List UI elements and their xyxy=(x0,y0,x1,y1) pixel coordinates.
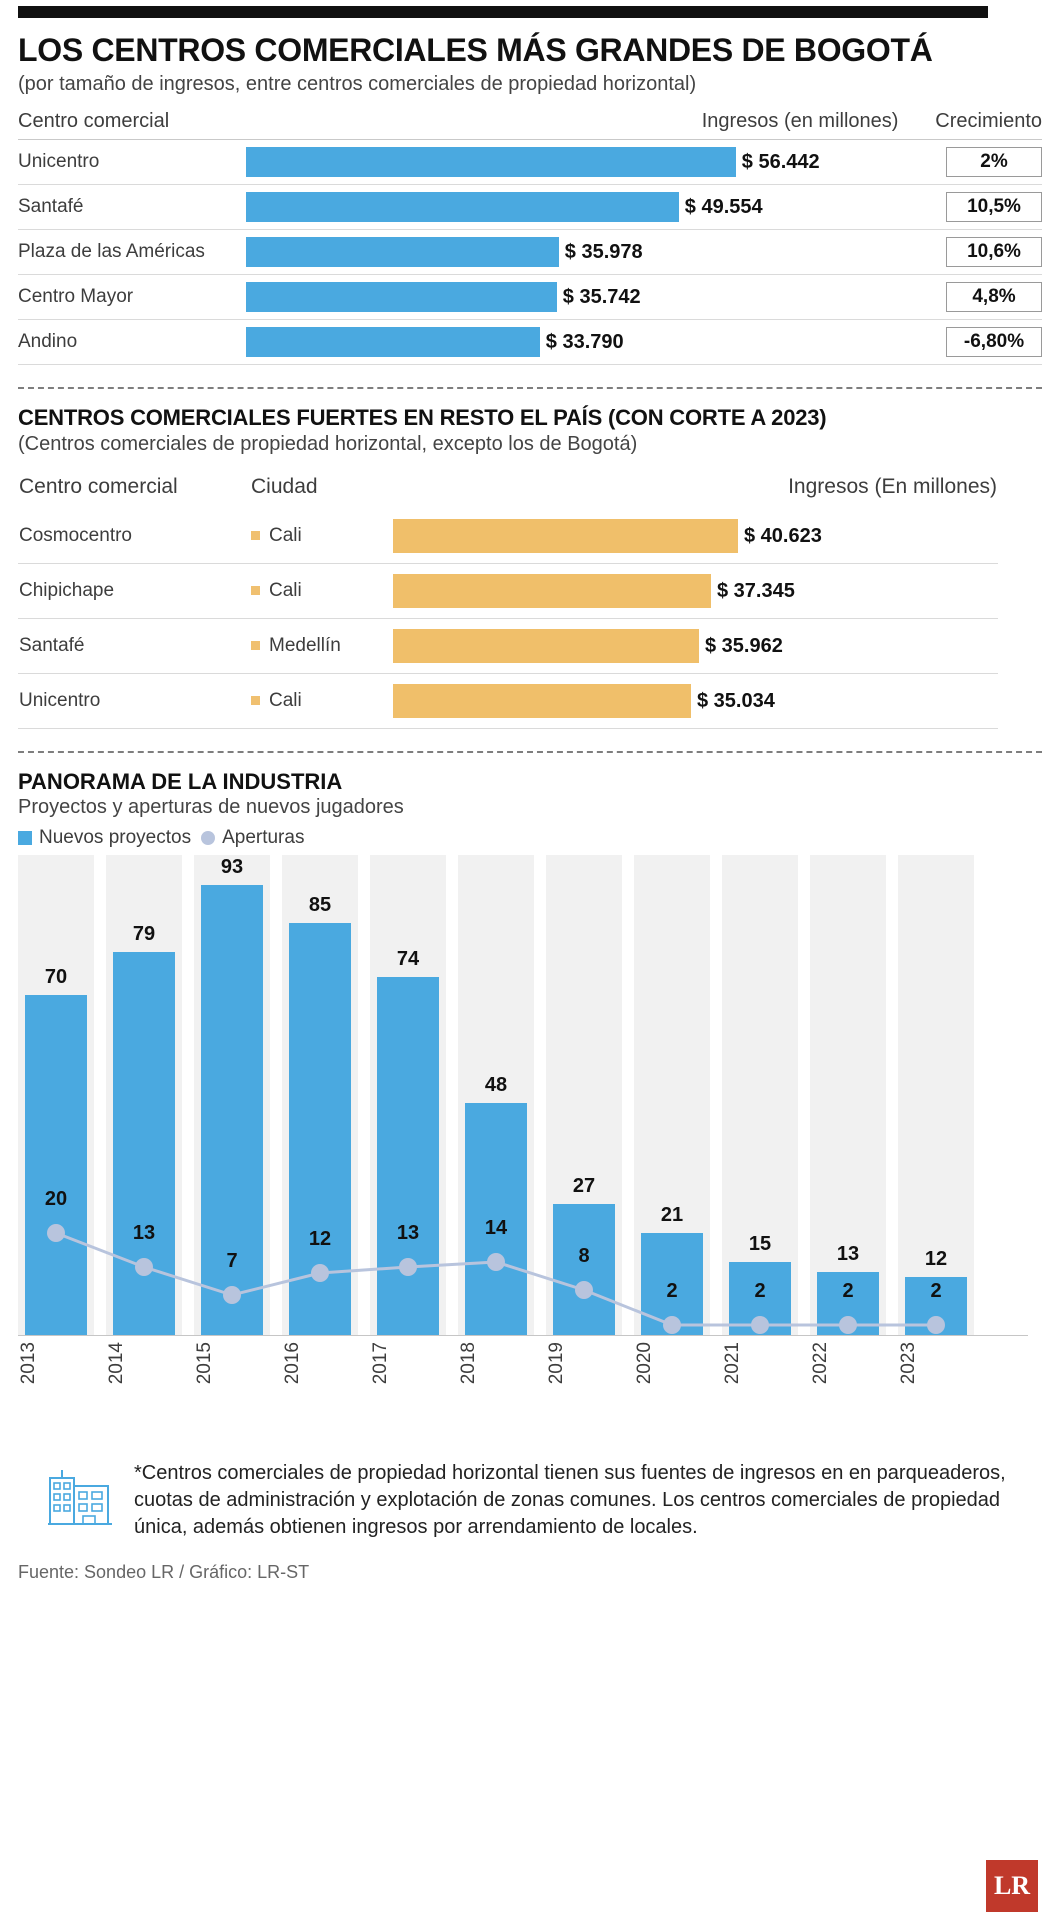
legend-square-icon xyxy=(18,831,32,845)
x-label-2014: 2014 xyxy=(106,1342,127,1385)
table-row xyxy=(18,275,1042,320)
dot-aperturas-2016 xyxy=(311,1264,329,1282)
bar-chipichape xyxy=(393,574,711,608)
footnote-block xyxy=(18,1460,1042,1540)
square-marker-icon xyxy=(251,641,260,650)
cell-growth xyxy=(904,230,1042,275)
table-row xyxy=(18,140,1042,185)
cell-name: Plaza de las Américas xyxy=(18,230,246,275)
cell-bar xyxy=(246,320,905,365)
dot-label-2013: 20 xyxy=(44,1188,68,1210)
bar-label-2015: 93 xyxy=(220,856,244,878)
table-row xyxy=(18,619,998,674)
dot-aperturas-2020 xyxy=(663,1316,681,1334)
dot-label-2015: 7 xyxy=(226,1250,238,1272)
top-rule xyxy=(18,6,988,18)
chart-column-2021 xyxy=(722,855,798,1335)
resto-pais-table xyxy=(18,474,998,729)
dot-label-2017: 13 xyxy=(396,1222,420,1244)
cell-bar xyxy=(246,275,905,320)
table-row xyxy=(18,185,1042,230)
square-marker-icon xyxy=(251,531,260,540)
bar-value: $ 37.345 xyxy=(717,579,795,602)
dot-label-2022: 2 xyxy=(842,1280,854,1302)
bar-value: $ 56.442 xyxy=(741,150,820,173)
chart-column-2022 xyxy=(810,855,886,1335)
bar-value: $ 35.978 xyxy=(564,240,643,263)
table-row xyxy=(18,230,1042,275)
dot-label-2020: 2 xyxy=(666,1280,678,1302)
cell-growth xyxy=(904,140,1042,185)
cell-bar xyxy=(246,185,905,230)
chart-column-2023 xyxy=(898,855,974,1335)
bar-value: $ 35.962 xyxy=(705,634,783,657)
col-header-ingresos: Ingresos (en millones) xyxy=(246,106,905,140)
cell-bar xyxy=(392,674,998,729)
table-row xyxy=(18,564,998,619)
x-label-2016: 2016 xyxy=(282,1342,303,1385)
col-header-ciudad: Ciudad xyxy=(251,475,318,498)
dot-aperturas-2015 xyxy=(223,1286,241,1304)
bar-value: $ 35.742 xyxy=(562,285,641,308)
dot-aperturas-2013 xyxy=(47,1224,65,1242)
bar-label-2019: 27 xyxy=(572,1175,596,1197)
cell-bar xyxy=(392,619,998,674)
x-label-2023: 2023 xyxy=(898,1342,919,1385)
bar-santafe-medellin xyxy=(393,629,699,663)
dot-label-2021: 2 xyxy=(754,1280,766,1302)
lr-logo: LR xyxy=(986,1860,1038,1912)
panorama-chart xyxy=(18,855,1028,1335)
bar-nuevos-2014 xyxy=(113,952,175,1335)
page-title: LOS CENTROS COMERCIALES MÁS GRANDES DE BOGOTÁ xyxy=(18,32,933,68)
section3-title: PANORAMA DE LA INDUSTRIA xyxy=(18,769,343,794)
dot-label-2018: 14 xyxy=(484,1217,508,1239)
square-marker-icon xyxy=(251,586,260,595)
cell-name: Santafé xyxy=(18,185,246,230)
dot-aperturas-2019 xyxy=(575,1281,593,1299)
table-row xyxy=(18,674,998,729)
bar-value: $ 35.034 xyxy=(697,689,775,712)
x-axis-labels xyxy=(18,1336,1028,1446)
bar-label-2018: 48 xyxy=(484,1074,508,1096)
legend-item-proyectos xyxy=(18,827,191,849)
city-label: Cali xyxy=(269,580,302,601)
x-label-2022: 2022 xyxy=(810,1342,831,1385)
dot-label-2014: 13 xyxy=(132,1222,156,1244)
shopping-mall-icon xyxy=(42,1460,116,1534)
infographic-page xyxy=(0,6,1060,1926)
dot-aperturas-2022 xyxy=(839,1316,857,1334)
x-label-2013: 2013 xyxy=(18,1342,39,1385)
source-text: Fuente: Sondeo LR / Gráfico: LR-ST xyxy=(18,1562,310,1583)
bogota-table xyxy=(18,106,1042,365)
cell-name: Centro Mayor xyxy=(18,275,246,320)
city-label: Medellín xyxy=(269,635,341,656)
growth-badge: 10,5% xyxy=(946,192,1042,222)
legend-label: Aperturas xyxy=(222,827,305,848)
bar-centro-mayor xyxy=(246,282,557,312)
bar-unicentro-cali xyxy=(393,684,691,718)
bar-label-2022: 13 xyxy=(836,1243,860,1265)
dot-label-2023: 2 xyxy=(930,1280,942,1302)
cell-name: Andino xyxy=(18,320,246,365)
bar-plaza-americas xyxy=(246,237,559,267)
table-row xyxy=(18,320,1042,365)
growth-badge: -6,80% xyxy=(946,327,1042,357)
chart-legend xyxy=(18,827,1042,849)
x-label-2015: 2015 xyxy=(194,1342,215,1385)
dot-label-2016: 12 xyxy=(308,1228,332,1250)
bar-label-2021: 15 xyxy=(748,1233,772,1255)
chart-column-2013 xyxy=(18,855,94,1335)
legend-circle-icon xyxy=(201,831,215,845)
x-label-2018: 2018 xyxy=(458,1342,479,1385)
section2-subtitle: (Centros comerciales de propiedad horizontal, excepto los de Bogotá) xyxy=(18,433,638,455)
cell-city xyxy=(250,564,392,619)
bar-label-2020: 21 xyxy=(660,1204,684,1226)
cell-city xyxy=(250,619,392,674)
legend-label: Nuevos proyectos xyxy=(39,827,192,848)
section3-subtitle: Proyectos y aperturas de nuevos jugadores xyxy=(18,796,404,818)
bar-nuevos-2019 xyxy=(553,1204,615,1335)
col-header-centro: Centro comercial xyxy=(18,106,246,140)
x-label-2020: 2020 xyxy=(634,1342,655,1385)
cell-name: Santafé xyxy=(18,619,250,674)
dot-aperturas-2018 xyxy=(487,1253,505,1271)
cell-bar xyxy=(392,564,998,619)
cell-bar xyxy=(392,509,998,564)
dot-aperturas-2017 xyxy=(399,1258,417,1276)
divider-1 xyxy=(18,387,1042,389)
divider-2 xyxy=(18,751,1042,753)
growth-badge: 2% xyxy=(946,147,1042,177)
cell-bar xyxy=(246,140,905,185)
bar-value: $ 33.790 xyxy=(545,330,624,353)
bar-unicentro xyxy=(246,147,736,177)
table-header-row xyxy=(18,474,998,509)
x-label-2017: 2017 xyxy=(370,1342,391,1385)
bar-label-2013: 70 xyxy=(44,966,68,988)
square-marker-icon xyxy=(251,696,260,705)
x-label-2019: 2019 xyxy=(546,1342,567,1385)
city-label: Cali xyxy=(269,690,302,711)
col-header-centro2: Centro comercial xyxy=(19,475,178,498)
col-header-ingresos2: Ingresos (En millones) xyxy=(788,475,997,498)
bar-santafe xyxy=(246,192,679,222)
cell-name: Unicentro xyxy=(18,674,250,729)
bar-nuevos-2017 xyxy=(377,977,439,1335)
cell-growth xyxy=(904,185,1042,230)
cell-city xyxy=(250,674,392,729)
city-label: Cali xyxy=(269,525,302,546)
page-subtitle: (por tamaño de ingresos, entre centros comerciales de propiedad horizontal) xyxy=(18,73,697,95)
table-header-row xyxy=(18,106,1042,140)
table-row xyxy=(18,509,998,564)
bar-nuevos-2013 xyxy=(25,995,87,1335)
dot-aperturas-2021 xyxy=(751,1316,769,1334)
dot-aperturas-2014 xyxy=(135,1258,153,1276)
chart-column-2020 xyxy=(634,855,710,1335)
cell-name: Unicentro xyxy=(18,140,246,185)
bar-label-2023: 12 xyxy=(924,1248,948,1270)
col-header-crecimiento: Crecimiento xyxy=(904,106,1042,140)
bar-label-2014: 79 xyxy=(132,923,156,945)
bar-andino xyxy=(246,327,540,357)
growth-badge: 10,6% xyxy=(946,237,1042,267)
cell-bar xyxy=(246,230,905,275)
cell-name: Chipichape xyxy=(18,564,250,619)
dot-label-2019: 8 xyxy=(578,1245,590,1267)
growth-badge: 4,8% xyxy=(946,282,1042,312)
legend-item-aperturas xyxy=(201,827,304,849)
chart-column-2016 xyxy=(282,855,358,1335)
cell-growth xyxy=(904,275,1042,320)
bar-value: $ 40.623 xyxy=(744,524,822,547)
cell-growth xyxy=(904,320,1042,365)
bar-cosmocentro xyxy=(393,519,738,553)
dot-aperturas-2023 xyxy=(927,1316,945,1334)
cell-city xyxy=(250,509,392,564)
section2-title: CENTROS COMERCIALES FUERTES EN RESTO EL PAÍS (CON CORTE A 2023) xyxy=(18,405,827,430)
footnote-text: *Centros comerciales de propiedad horizontal tienen sus fuentes de ingresos en en parqueaderos, cuotas de administración y explotación de zonas comunes. Los centros comerciales de propiedad única, además obtienen ingresos por arrendamiento de locales. xyxy=(134,1462,1006,1538)
bar-label-2016: 85 xyxy=(308,894,332,916)
bar-label-2017: 74 xyxy=(396,948,420,970)
x-label-2021: 2021 xyxy=(722,1342,743,1385)
cell-name: Cosmocentro xyxy=(18,509,250,564)
bar-value: $ 49.554 xyxy=(684,195,763,218)
